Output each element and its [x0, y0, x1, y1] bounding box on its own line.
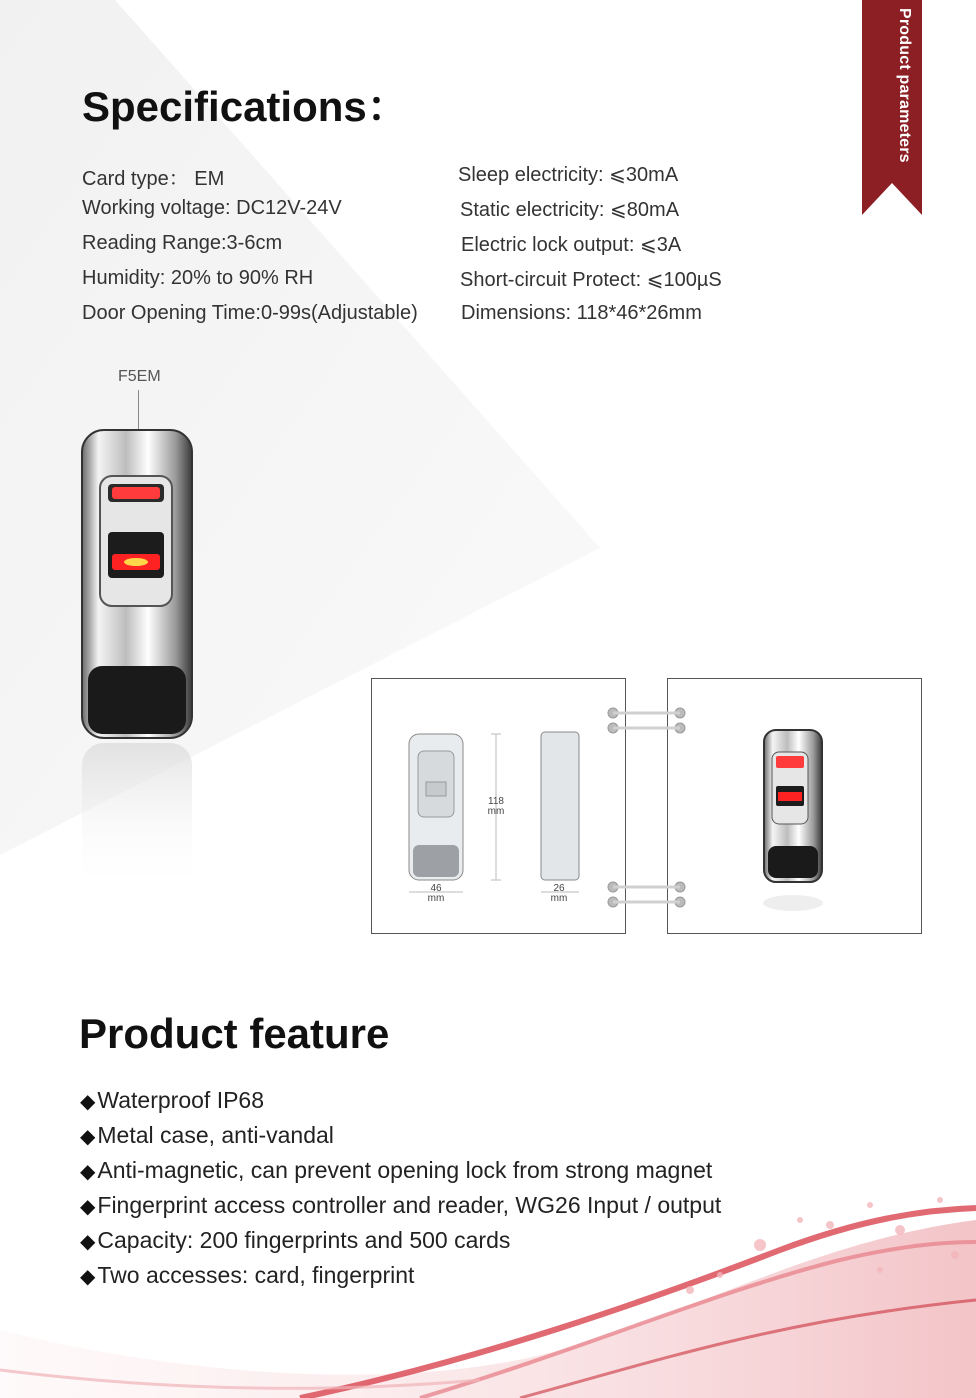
dimension-depth	[547, 884, 571, 904]
feature-item	[80, 1122, 334, 1149]
product-3d-image	[760, 728, 826, 918]
dimension-width	[424, 884, 448, 904]
feature-text: Metal case, anti-vandal	[97, 1122, 334, 1148]
feature-text: Capacity: 200 fingerprints and 500 cards	[97, 1227, 511, 1253]
binder-ring-icon	[600, 700, 692, 915]
features-title: Product feature	[79, 1010, 390, 1057]
diamond-bullet-icon: ◆	[80, 1161, 96, 1183]
spec-humidity: Humidity: 20% to 90% RH	[82, 267, 314, 289]
spec-working-voltage: Working voltage: DC12V-24V	[82, 197, 342, 219]
spec-dimensions: Dimensions: 118*46*26mm	[461, 302, 702, 324]
model-label: F5EM	[118, 368, 161, 385]
ribbon-label: Product parameters	[896, 8, 913, 163]
dimension-depth-value: 26	[553, 883, 565, 894]
specifications-title: Specifications：	[82, 83, 409, 130]
feature-text: Waterproof IP68	[97, 1087, 265, 1113]
dimension-width-unit: mm	[427, 893, 445, 904]
product-image-device	[80, 428, 195, 898]
feature-text: Anti-magnetic, can prevent opening lock from strong magnet	[97, 1157, 713, 1183]
spec-reading-range: Reading Range:3-6cm	[82, 232, 283, 254]
decorative-wave	[0, 1180, 976, 1398]
diamond-bullet-icon: ◆	[80, 1091, 96, 1113]
spec-door-opening-time: Door Opening Time:0-99s(Adjustable)	[82, 302, 418, 324]
spec-sleep-electricity: Sleep electricity: ⩽30mA	[458, 164, 679, 186]
dimension-width-value: 46	[430, 883, 442, 894]
spec-electric-lock-output: Electric lock output: ⩽3A	[461, 234, 682, 256]
spec-short-circuit-protect: Short-circuit Protect: ⩽100µS	[460, 269, 722, 291]
spec-card-type: Card type： EM	[82, 168, 225, 190]
feature-item	[80, 1087, 264, 1114]
dimension-height-unit: mm	[487, 806, 505, 817]
dimension-height-value: 118	[488, 796, 504, 807]
feature-text: Fingerprint access controller and reader, WG26 Input / output	[97, 1192, 722, 1218]
diamond-bullet-icon: ◆	[80, 1266, 96, 1288]
diamond-bullet-icon: ◆	[80, 1196, 96, 1218]
spec-static-electricity: Static electricity: ⩽80mA	[460, 199, 680, 221]
model-leader-line	[138, 390, 139, 430]
dimension-depth-unit: mm	[550, 893, 568, 904]
diamond-bullet-icon: ◆	[80, 1231, 96, 1253]
feature-text: Two accesses: card, fingerprint	[97, 1262, 415, 1288]
dimension-height	[484, 797, 508, 817]
diamond-bullet-icon: ◆	[80, 1126, 96, 1148]
